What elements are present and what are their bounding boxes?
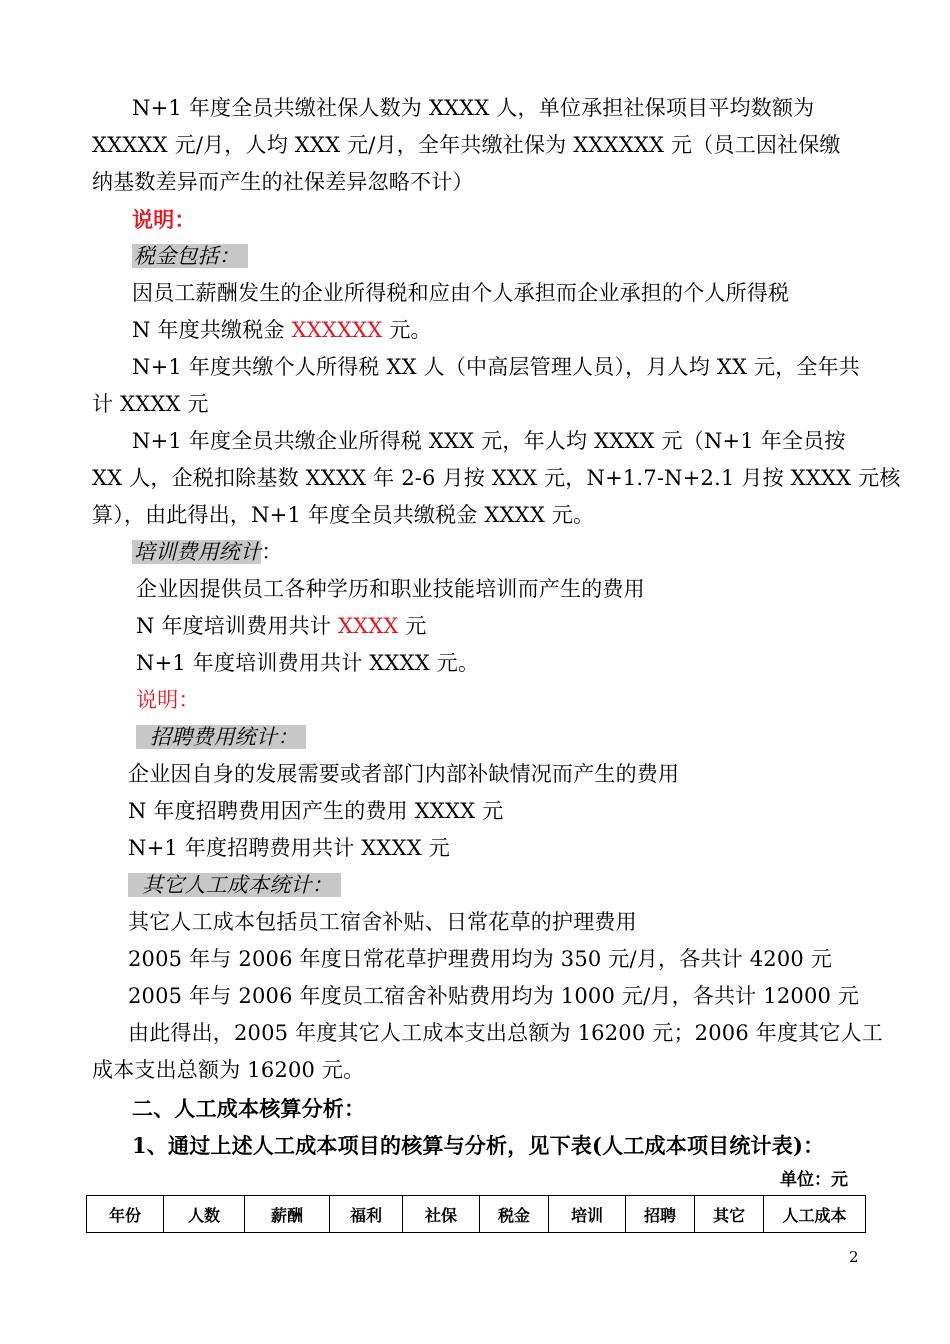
header-headcount: 人数 xyxy=(164,1196,245,1233)
tax-n-suffix: 元。 xyxy=(382,318,432,342)
note-label-2: 说明： xyxy=(136,688,200,712)
cost-summary-table xyxy=(86,1195,866,1233)
training-n1-year: N+1 年度培训费用共计 XXXX 元。 xyxy=(136,651,480,675)
other-heading xyxy=(128,867,341,904)
page-number: 2 xyxy=(849,1248,859,1266)
section-2-1-heading: 1、通过上述人工成本项目的核算与分析，见下表(人工成本项目统计表)： xyxy=(132,1133,825,1158)
paragraph-social-line3: 纳基数差异而产生的社保差异忽略不计） xyxy=(92,170,474,194)
header-year: 年份 xyxy=(87,1196,164,1233)
other-total-line1: 由此得出，2005 年度其它人工成本支出总额为 16200 元；2006 年度其它人工 xyxy=(128,1021,883,1045)
tax-heading-text: 税金包括： xyxy=(132,244,248,268)
training-heading-colon: ： xyxy=(261,540,283,564)
table-header-row xyxy=(87,1196,866,1233)
tax-personal-line1: N+1 年度共缴个人所得税 XX 人（中高层管理人员），月人均 XX 元，全年共 xyxy=(132,355,861,379)
training-n-value: XXXX xyxy=(337,614,399,638)
training-n-prefix: N 年度培训费用共计 xyxy=(136,614,338,638)
training-description: 企业因提供员工各种学历和职业技能培训而产生的费用 xyxy=(136,577,645,601)
paragraph-social-line1: N+1 年度全员共缴社保人数为 XXXX 人，单位承担社保项目平均数额为 xyxy=(132,96,815,120)
header-recruitment: 招聘 xyxy=(626,1196,695,1233)
training-heading-text: 培训费用统计 xyxy=(134,540,262,564)
training-n-year xyxy=(136,608,427,645)
recruit-heading xyxy=(136,719,306,756)
tax-corporate-line3: 算），由此得出，N+1 年度全员共缴税金 XXXX 元。 xyxy=(92,503,595,527)
header-other: 其它 xyxy=(695,1196,764,1233)
header-training: 培训 xyxy=(549,1196,626,1233)
other-total-line2: 成本支出总额为 16200 元。 xyxy=(92,1058,365,1082)
other-dorm-cost: 2005 年与 2006 年度员工宿舍补贴费用均为 1000 元/月，各共计 12000 元 xyxy=(128,984,860,1008)
paragraph-social-line2: XXXXX 元/月，人均 XXX 元/月，全年共缴社保为 XXXXXX 元（员工因社保缴 xyxy=(92,133,841,157)
tax-n-year xyxy=(132,312,432,349)
tax-description: 因员工薪酬发生的企业所得税和应由个人承担而企业承担的个人所得税 xyxy=(132,281,790,305)
tax-n-value: XXXXXX xyxy=(291,318,383,342)
other-flowers-cost: 2005 年与 2006 年度日常花草护理费用均为 350 元/月，各共计 4200 元 xyxy=(128,947,833,971)
header-social-insurance: 社保 xyxy=(403,1196,480,1233)
recruit-description: 企业因自身的发展需要或者部门内部补缺情况而产生的费用 xyxy=(128,762,680,786)
training-heading xyxy=(132,534,282,571)
tax-heading xyxy=(132,238,248,275)
recruit-n-year: N 年度招聘费用因产生的费用 XXXX 元 xyxy=(128,799,504,823)
other-heading-text: 其它人工成本统计： xyxy=(128,873,341,897)
section-2-heading: 二、人工成本核算分析： xyxy=(132,1096,366,1121)
table-unit-label: 单位：元 xyxy=(780,1170,848,1190)
tax-n-prefix: N 年度共缴税金 xyxy=(132,318,292,342)
tax-corporate-line2: XX 人，企税扣除基数 XXXX 年 2-6 月按 XXX 元，N+1.7-N+2.1 月按 XXXX 元核 xyxy=(92,466,901,490)
tax-corporate-line1: N+1 年度全员共缴企业所得税 XXX 元，年人均 XXXX 元（N+1 年全员按 xyxy=(132,429,846,453)
other-description: 其它人工成本包括员工宿舍补贴、日常花草的护理费用 xyxy=(128,910,637,934)
training-n-suffix: 元 xyxy=(398,614,427,638)
header-tax: 税金 xyxy=(480,1196,549,1233)
recruit-n1-year: N+1 年度招聘费用共计 XXXX 元 xyxy=(128,836,450,860)
recruit-heading-text: 招聘费用统计： xyxy=(136,725,306,749)
note-label-1: 说明： xyxy=(132,207,196,232)
tax-personal-line2: 计 XXXX 元 xyxy=(92,392,209,416)
header-welfare: 福利 xyxy=(330,1196,403,1233)
header-salary: 薪酬 xyxy=(245,1196,330,1233)
header-labor-cost: 人工成本 xyxy=(764,1196,866,1233)
